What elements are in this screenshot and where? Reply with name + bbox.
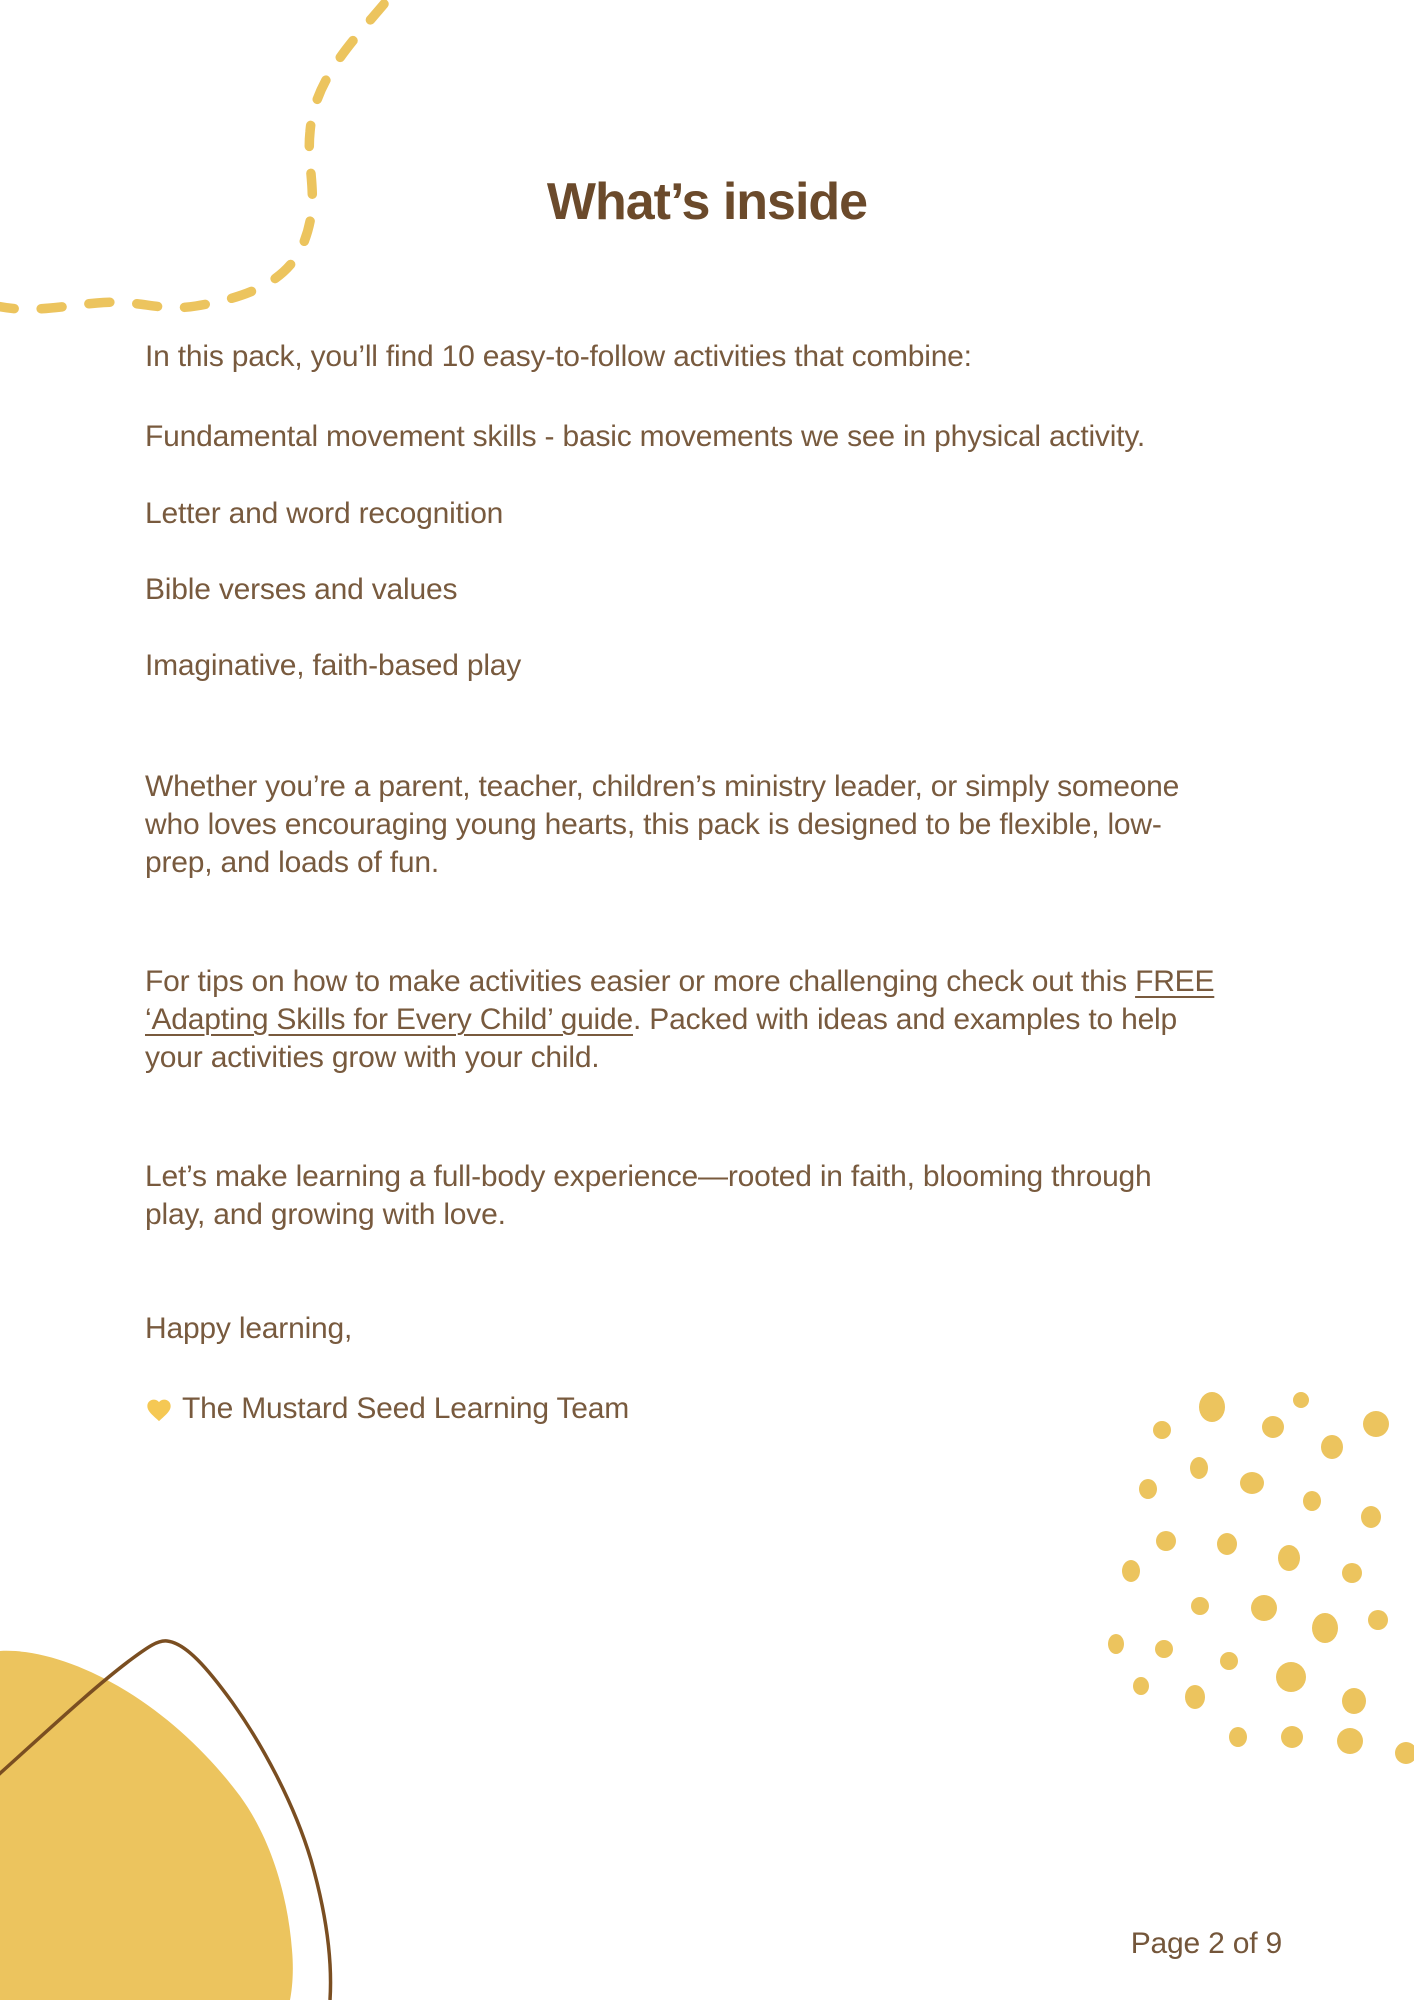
list-item-letter-recognition: Letter and word recognition	[145, 497, 504, 530]
adapting-guide-link-title[interactable]: ‘Adapting Skills for Every Child’ guide	[145, 1003, 633, 1036]
list-item-imaginative-play: Imaginative, faith-based play	[145, 649, 522, 682]
tips-line-1: For tips on how to make activities easier or more challenging check out this FREE	[145, 965, 1215, 998]
team-name: The Mustard Seed Learning Team	[182, 1392, 630, 1425]
page-number: Page 2 of 9	[1130, 1927, 1282, 1960]
tips-line-3: your activities grow with your child.	[145, 1041, 600, 1074]
tips-paragraph	[145, 963, 1275, 1077]
signature-line	[145, 1390, 1275, 1428]
page-title: What’s inside	[546, 173, 868, 231]
list-item-movement-skills: Fundamental movement skills - basic movements we see in physical activity.	[145, 420, 1146, 453]
closing-paragraph: Let’s make learning a full-body experience—rooted in faith, blooming through play, and growing with love.	[145, 1160, 1152, 1231]
happy-learning-line: Happy learning,	[145, 1312, 353, 1345]
tips-line-2: ‘Adapting Skills for Every Child’ guide. Packed with ideas and examples to help	[145, 1003, 1177, 1036]
intro-lead-paragraph	[145, 338, 1275, 376]
adapting-guide-link-free[interactable]: FREE	[1135, 965, 1215, 998]
intro-lead-text: In this pack, you’ll find 10 easy-to-follow activities that combine:	[145, 340, 972, 373]
list-item-bible-verses: Bible verses and values	[145, 573, 458, 606]
yellow-heart-icon	[145, 1396, 173, 1422]
audience-paragraph: Whether you’re a parent, teacher, children’s ministry leader, or simply someone who loves encouraging young hearts, this pack is designed to be flexible, low- prep, and loads of fun.	[145, 770, 1180, 879]
